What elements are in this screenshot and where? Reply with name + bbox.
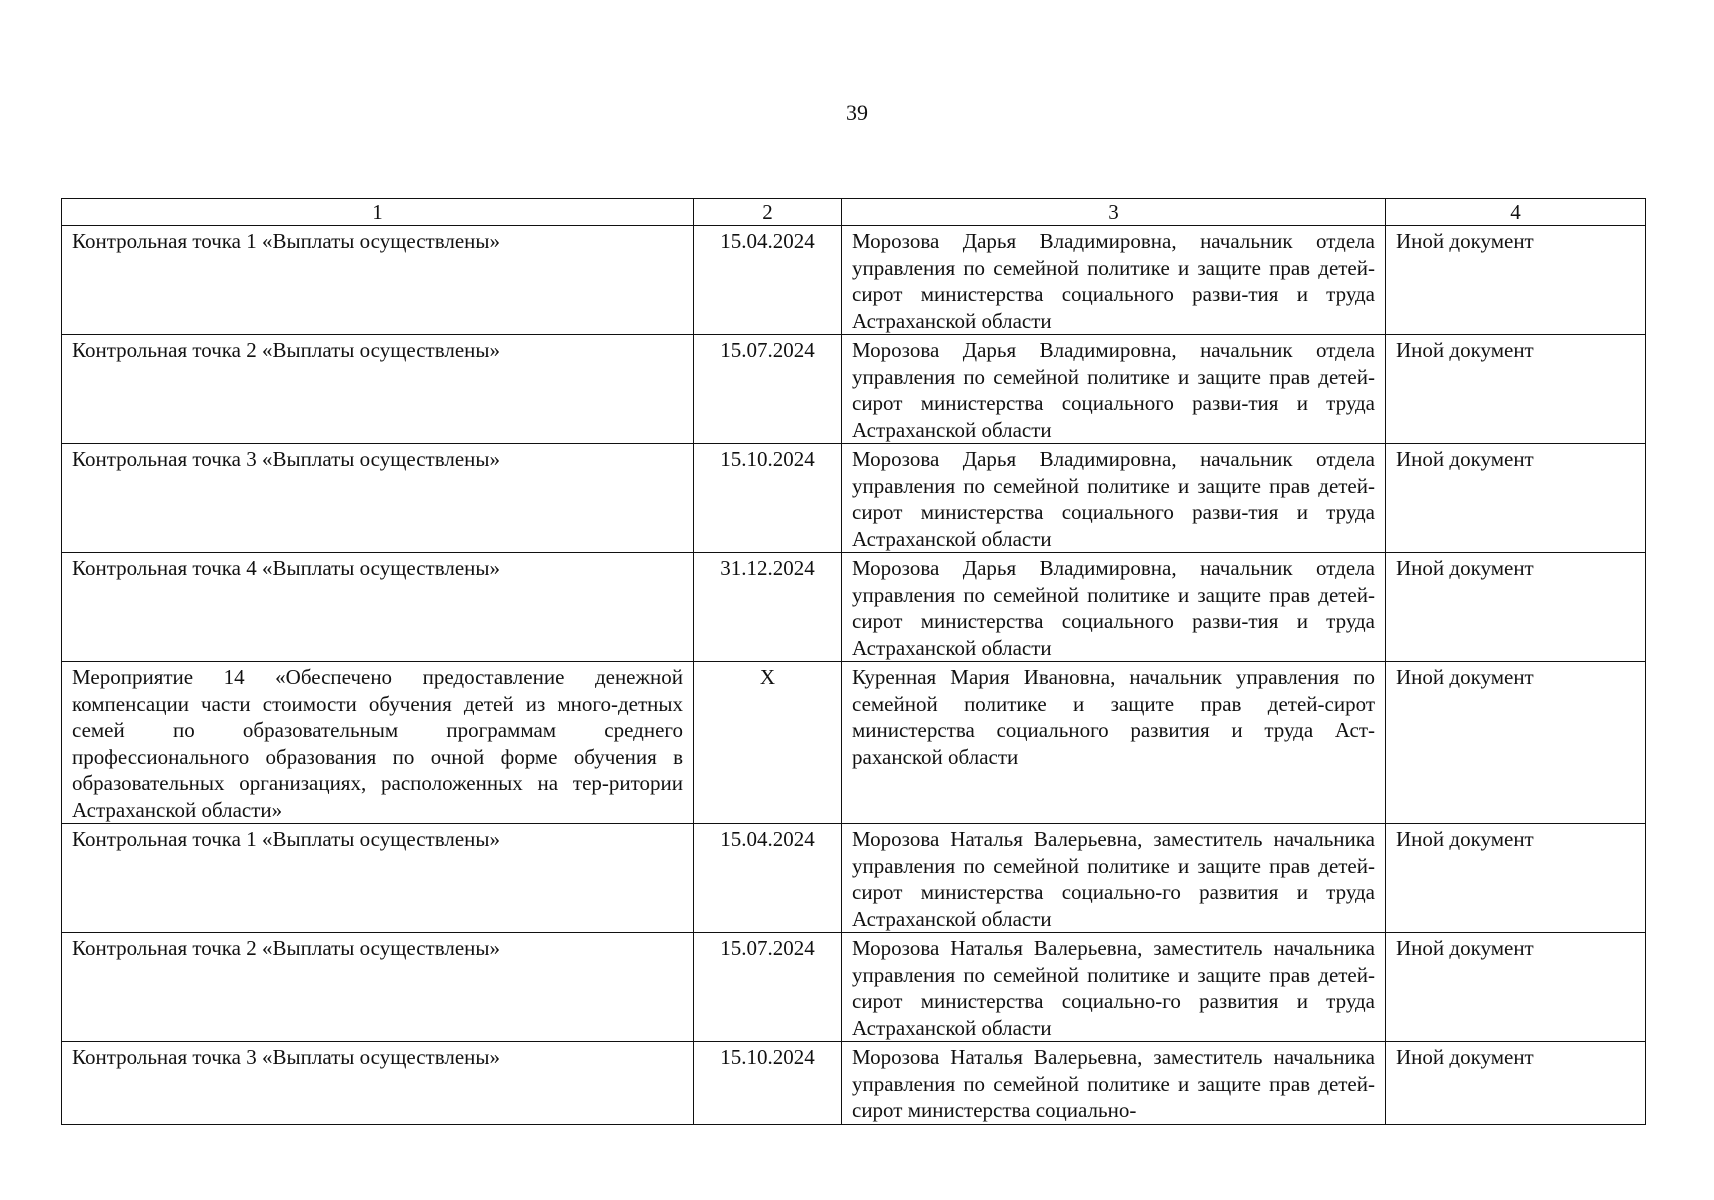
document-type-cell: Иной документ (1386, 553, 1646, 662)
item-name-cell: Контрольная точка 2 «Выплаты осуществлены» (62, 933, 694, 1042)
responsible-cell: Морозова Дарья Владимировна, начальник отдела управления по семейной политике и защите прав детей-сирот министерства социального разви-тия и труда Астраханской области (842, 226, 1386, 335)
table-row (62, 335, 1646, 444)
item-name-cell: Мероприятие 14 «Обеспечено предоставление денежной компенсации части стоимости обучения детей из много-детных семей по образовательным программам среднего профессионального образования по очной форме обучения в образовательных организациях, расположенных на тер-ритории Астраханской области» (62, 662, 694, 824)
responsible-cell: Морозова Дарья Владимировна, начальник отдела управления по семейной политике и защите прав детей-сирот министерства социального разви-тия и труда Астраханской области (842, 553, 1386, 662)
date-cell: 15.10.2024 (694, 444, 842, 553)
date-cell: 31.12.2024 (694, 553, 842, 662)
responsible-cell: Куренная Мария Ивановна, начальник управления по семейной политике и защите прав детей-сирот министерства социального развития и труда Аст-раханской области (842, 662, 1386, 824)
document-type-cell: Иной документ (1386, 226, 1646, 335)
table-row (62, 553, 1646, 662)
page-number: 39 (846, 100, 868, 125)
document-type-cell: Иной документ (1386, 335, 1646, 444)
responsible-cell: Морозова Дарья Владимировна, начальник отдела управления по семейной политике и защите прав детей-сирот министерства социального разви-тия и труда Астраханской области (842, 444, 1386, 553)
item-name-cell: Контрольная точка 4 «Выплаты осуществлены» (62, 553, 694, 662)
responsible-cell: Морозова Наталья Валерьевна, заместитель начальника управления по семейной политике и защите прав детей-сирот министерства социально- (842, 1042, 1386, 1125)
table-row (62, 662, 1646, 824)
document-table (61, 198, 1646, 1125)
column-header: 3 (842, 199, 1386, 226)
document-type-cell: Иной документ (1386, 1042, 1646, 1125)
table-row (62, 933, 1646, 1042)
column-header: 4 (1386, 199, 1646, 226)
table-row (62, 444, 1646, 553)
document-type-cell: Иной документ (1386, 662, 1646, 824)
table-header-row (62, 199, 1646, 226)
item-name-cell: Контрольная точка 3 «Выплаты осуществлены» (62, 1042, 694, 1125)
item-name-cell: Контрольная точка 2 «Выплаты осуществлены» (62, 335, 694, 444)
table-row (62, 824, 1646, 933)
responsible-cell: Морозова Наталья Валерьевна, заместитель начальника управления по семейной политике и защите прав детей-сирот министерства социально-го развития и труда Астраханской области (842, 933, 1386, 1042)
table-row (62, 1042, 1646, 1125)
column-header: 2 (694, 199, 842, 226)
document-type-cell: Иной документ (1386, 824, 1646, 933)
date-cell: 15.07.2024 (694, 933, 842, 1042)
responsible-cell: Морозова Дарья Владимировна, начальник отдела управления по семейной политике и защите прав детей-сирот министерства социального разви-тия и труда Астраханской области (842, 335, 1386, 444)
date-cell: X (694, 662, 842, 824)
responsible-cell: Морозова Наталья Валерьевна, заместитель начальника управления по семейной политике и защите прав детей-сирот министерства социально-го развития и труда Астраханской области (842, 824, 1386, 933)
document-type-cell: Иной документ (1386, 444, 1646, 553)
document-type-cell: Иной документ (1386, 933, 1646, 1042)
item-name-cell: Контрольная точка 1 «Выплаты осуществлены» (62, 226, 694, 335)
column-header: 1 (62, 199, 694, 226)
date-cell: 15.04.2024 (694, 226, 842, 335)
date-cell: 15.07.2024 (694, 335, 842, 444)
table-row (62, 226, 1646, 335)
date-cell: 15.04.2024 (694, 824, 842, 933)
item-name-cell: Контрольная точка 1 «Выплаты осуществлены» (62, 824, 694, 933)
date-cell: 15.10.2024 (694, 1042, 842, 1125)
item-name-cell: Контрольная точка 3 «Выплаты осуществлены» (62, 444, 694, 553)
